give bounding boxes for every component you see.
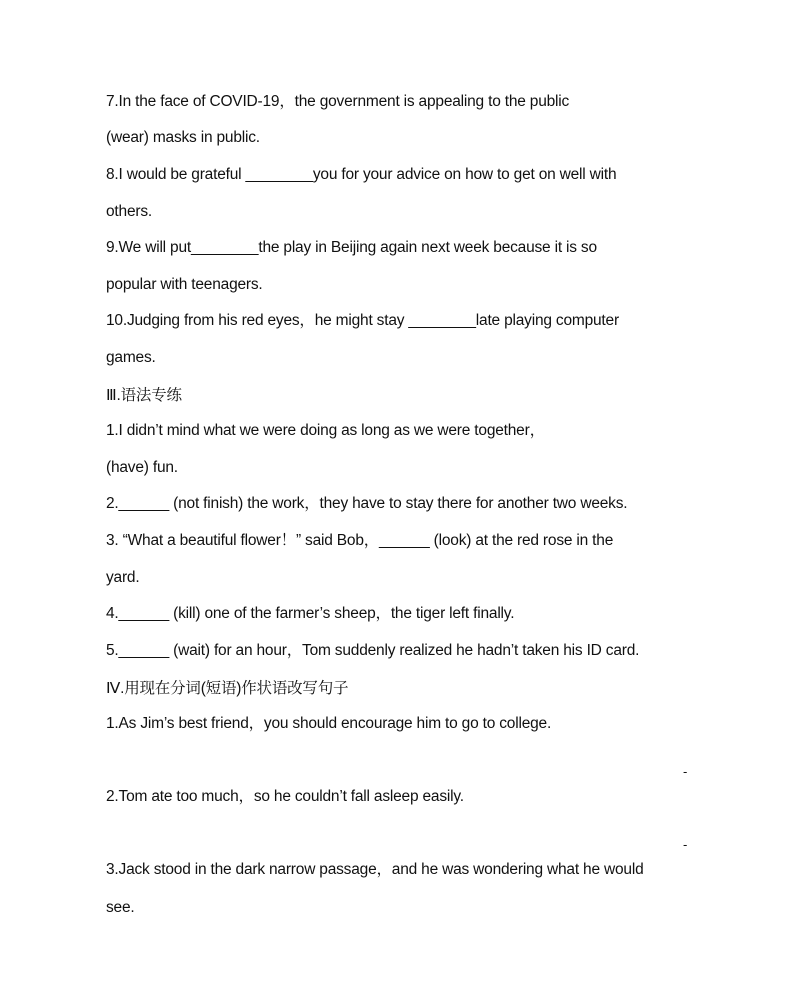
question-7-line-1: 7.In the face of COVID-19，the government is appealing to the public (106, 93, 570, 110)
question-10-line-2: games. (106, 349, 156, 366)
question-8-line-1: 8.I would be grateful ________you for your advice on how to get on well with (106, 166, 617, 183)
question-9-line-2: popular with teenagers. (106, 276, 263, 293)
answer-line-mark: - (683, 837, 688, 852)
grammar-question-4: 4.______ (kill) one of the farmer’s sheep，the tiger left finally. (106, 605, 515, 622)
section-four-heading: Ⅳ.用现在分词(短语)作状语改写句子 (106, 680, 349, 697)
grammar-question-2: 2.______ (not finish) the work，they have to stay there for another two weeks. (106, 495, 628, 512)
rewrite-question-3-line-2: see. (106, 899, 135, 916)
question-10-line-1: 10.Judging from his red eyes，he might stay ________late playing computer (106, 312, 619, 329)
grammar-question-5: 5.______ (wait) for an hour，Tom suddenly realized he hadn’t taken his ID card. (106, 642, 640, 659)
rewrite-question-3-line-1: 3.Jack stood in the dark narrow passage，and he was wondering what he would (106, 861, 644, 878)
question-9-line-1: 9.We will put________the play in Beijing again next week because it is so (106, 239, 597, 256)
grammar-question-1-line-1: 1.I didn’t mind what we were doing as long as we were together， (106, 422, 545, 439)
question-8-line-2: others. (106, 203, 152, 220)
grammar-question-3-line-2: yard. (106, 569, 140, 586)
answer-line-mark: - (683, 764, 688, 779)
question-7-line-2: (wear) masks in public. (106, 129, 260, 146)
rewrite-question-1: 1.As Jim’s best friend，you should encourage him to go to college. (106, 715, 552, 732)
grammar-question-1-line-2: (have) fun. (106, 459, 178, 476)
section-three-heading: Ⅲ.语法专练 (106, 387, 182, 404)
grammar-question-3-line-1: 3. “What a beautiful flower！” said Bob，______ (look) at the red rose in the (106, 532, 614, 549)
rewrite-question-2: 2.Tom ate too much，so he couldn’t fall asleep easily. (106, 788, 464, 805)
